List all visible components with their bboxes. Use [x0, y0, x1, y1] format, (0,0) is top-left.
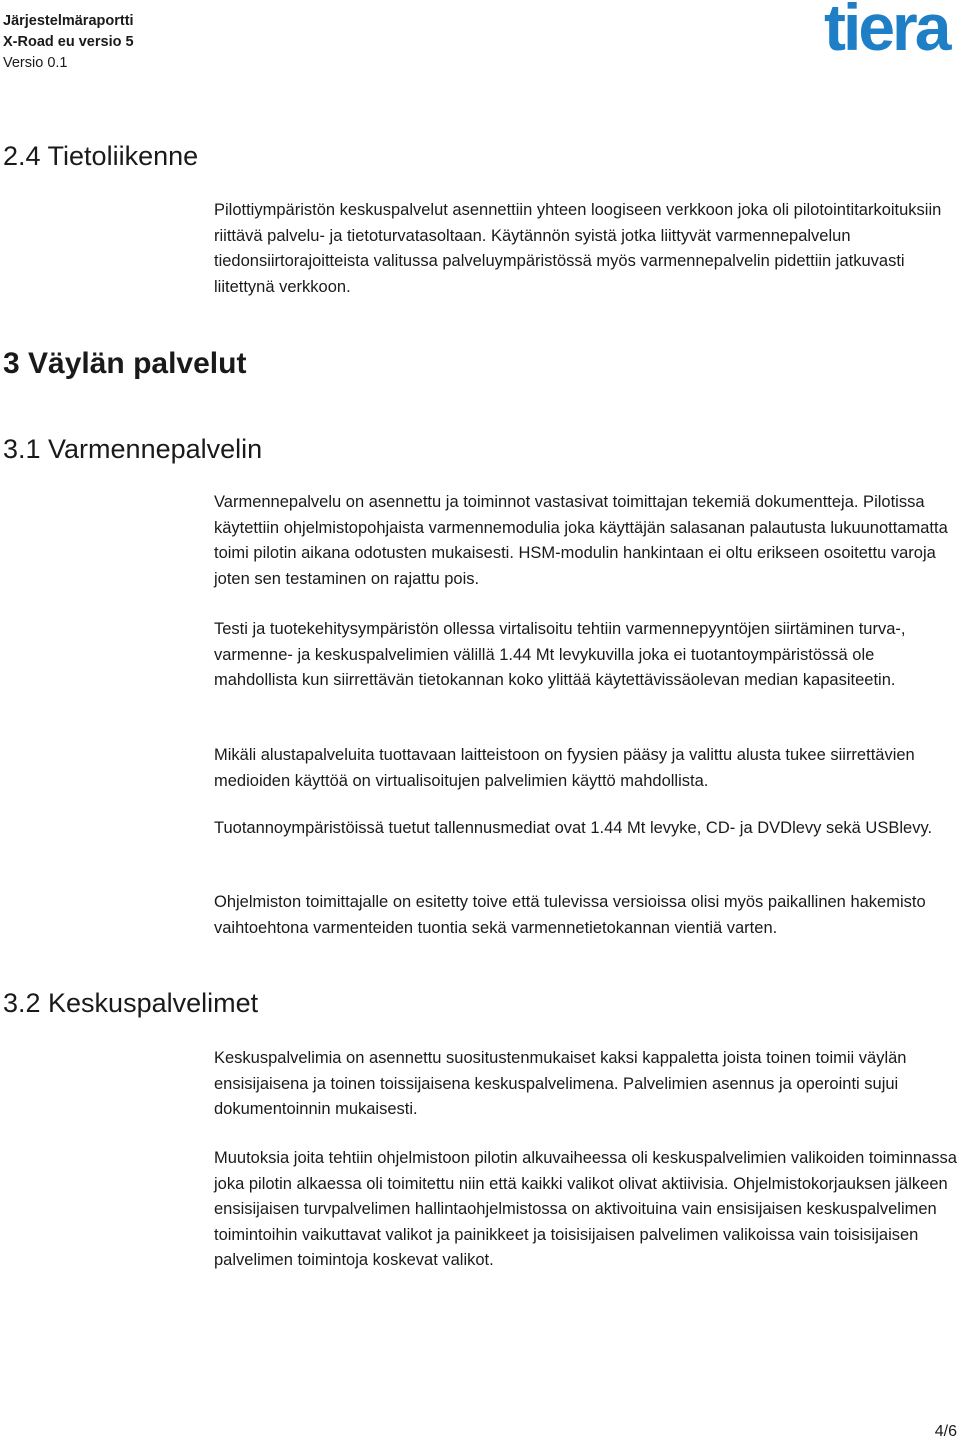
document-header [3, 11, 134, 74]
paragraph: Tuotannoympäristöissä tuetut tallennusmediat ovat 1.44 Mt levyke, CD- ja DVDlevy sekä USBlevy. [214, 819, 933, 837]
section-heading-3-2: 3.2 Keskuspalvelimet [3, 988, 259, 1018]
document-version: Versio 0.1 [3, 55, 68, 71]
paragraph: Ohjelmiston toimittajalle on esitetty toive että tulevissa versioissa olisi myös paikallinen hakemisto vaihtoehtona varmenteiden tuontia sekä varmennetietokannan vientiä varten. [214, 893, 926, 937]
paragraph: Varmennepalvelu on asennettu ja toiminnot vastasivat toimittajan tekemiä dokumentteja. Pilotissa käytettiin ohjelmistopohjaista varmennemodulia joka käyttäjän salasanan palautusta lukuunottamatta toimi pilotin aikana odotusten mukaisesti. HSM-modulin hankintaan ei oltu erikseen osoitettu varoja joten sen testaminen on rajattu pois. [214, 493, 948, 588]
document-title: Järjestelmäraportti [3, 13, 134, 29]
tiera-logo: tiera [824, 0, 949, 64]
section-heading-2-4: 2.4 Tietoliikenne [3, 141, 199, 171]
chapter-heading-3: 3 Väylän palvelut [3, 347, 247, 380]
paragraph: Mikäli alustapalveluita tuottavaan laitteistoon on fyysien pääsy ja valittu alusta tukee siirrettävien medioiden käyttöä on virtualisoitujen palvelimien käyttö mahdollista. [214, 746, 915, 790]
document-subtitle: X-Road eu versio 5 [3, 34, 134, 50]
section-heading-3-1: 3.1 Varmennepalvelin [3, 434, 263, 464]
paragraph: Testi ja tuotekehitysympäristön ollessa virtalisoitu tehtiin varmennepyyntöjen siirtäminen turva-, varmenne- ja keskuspalvelimien välillä 1.44 Mt levykuvilla joka ei tuotantoympäristössä ole mahdollista kun siirrettävän tietokannan koko ylittää käytettävissäolevan median kapasiteetin. [214, 620, 906, 689]
paragraph: Pilottiympäristön keskuspalvelut asennettiin yhteen loogiseen verkkoon joka oli pilotointitarkoituksiin riittävä palvelu- ja tietoturvatasoltaan. Käytännön syistä jotka liittyvät varmennepalvelun tiedonsiirtorajoitteista valitussa palveluympäristössä myös varmennepalvelin pidettiin jatkuvasti liitettynä verkkoon. [214, 201, 942, 296]
paragraph: Muutoksia joita tehtiin ohjelmistoon pilotin alkuvaiheessa oli keskuspalvelimien valikoiden toiminnassa joka pilotin alkaessa oli toimitettu niin että kaikki valikot olivat aktiivisia. Ohjelmistokorjauksen jälkeen ensisijaisen turvpalvelimen hallintaohjelmistossa on aktivoituina vain ensisijaisen keskuspalvelimen toimintoihin vaikuttavat valikot ja painikkeet ja toisisijaisen palvelimen valikoissa vain toisisijaisen palvelimen toimintoja koskevat valikot. [214, 1149, 957, 1269]
paragraph: Keskuspalvelimia on asennettu suositustenmukaiset kaksi kappaletta joista toinen toimii väylän ensisijaisena ja toinen toissijaisena keskuspalvelimena. Palvelimien asennus ja operointi sujui dokumentoinnin mukaisesti. [214, 1049, 907, 1118]
page-number: 4/6 [934, 1423, 957, 1440]
